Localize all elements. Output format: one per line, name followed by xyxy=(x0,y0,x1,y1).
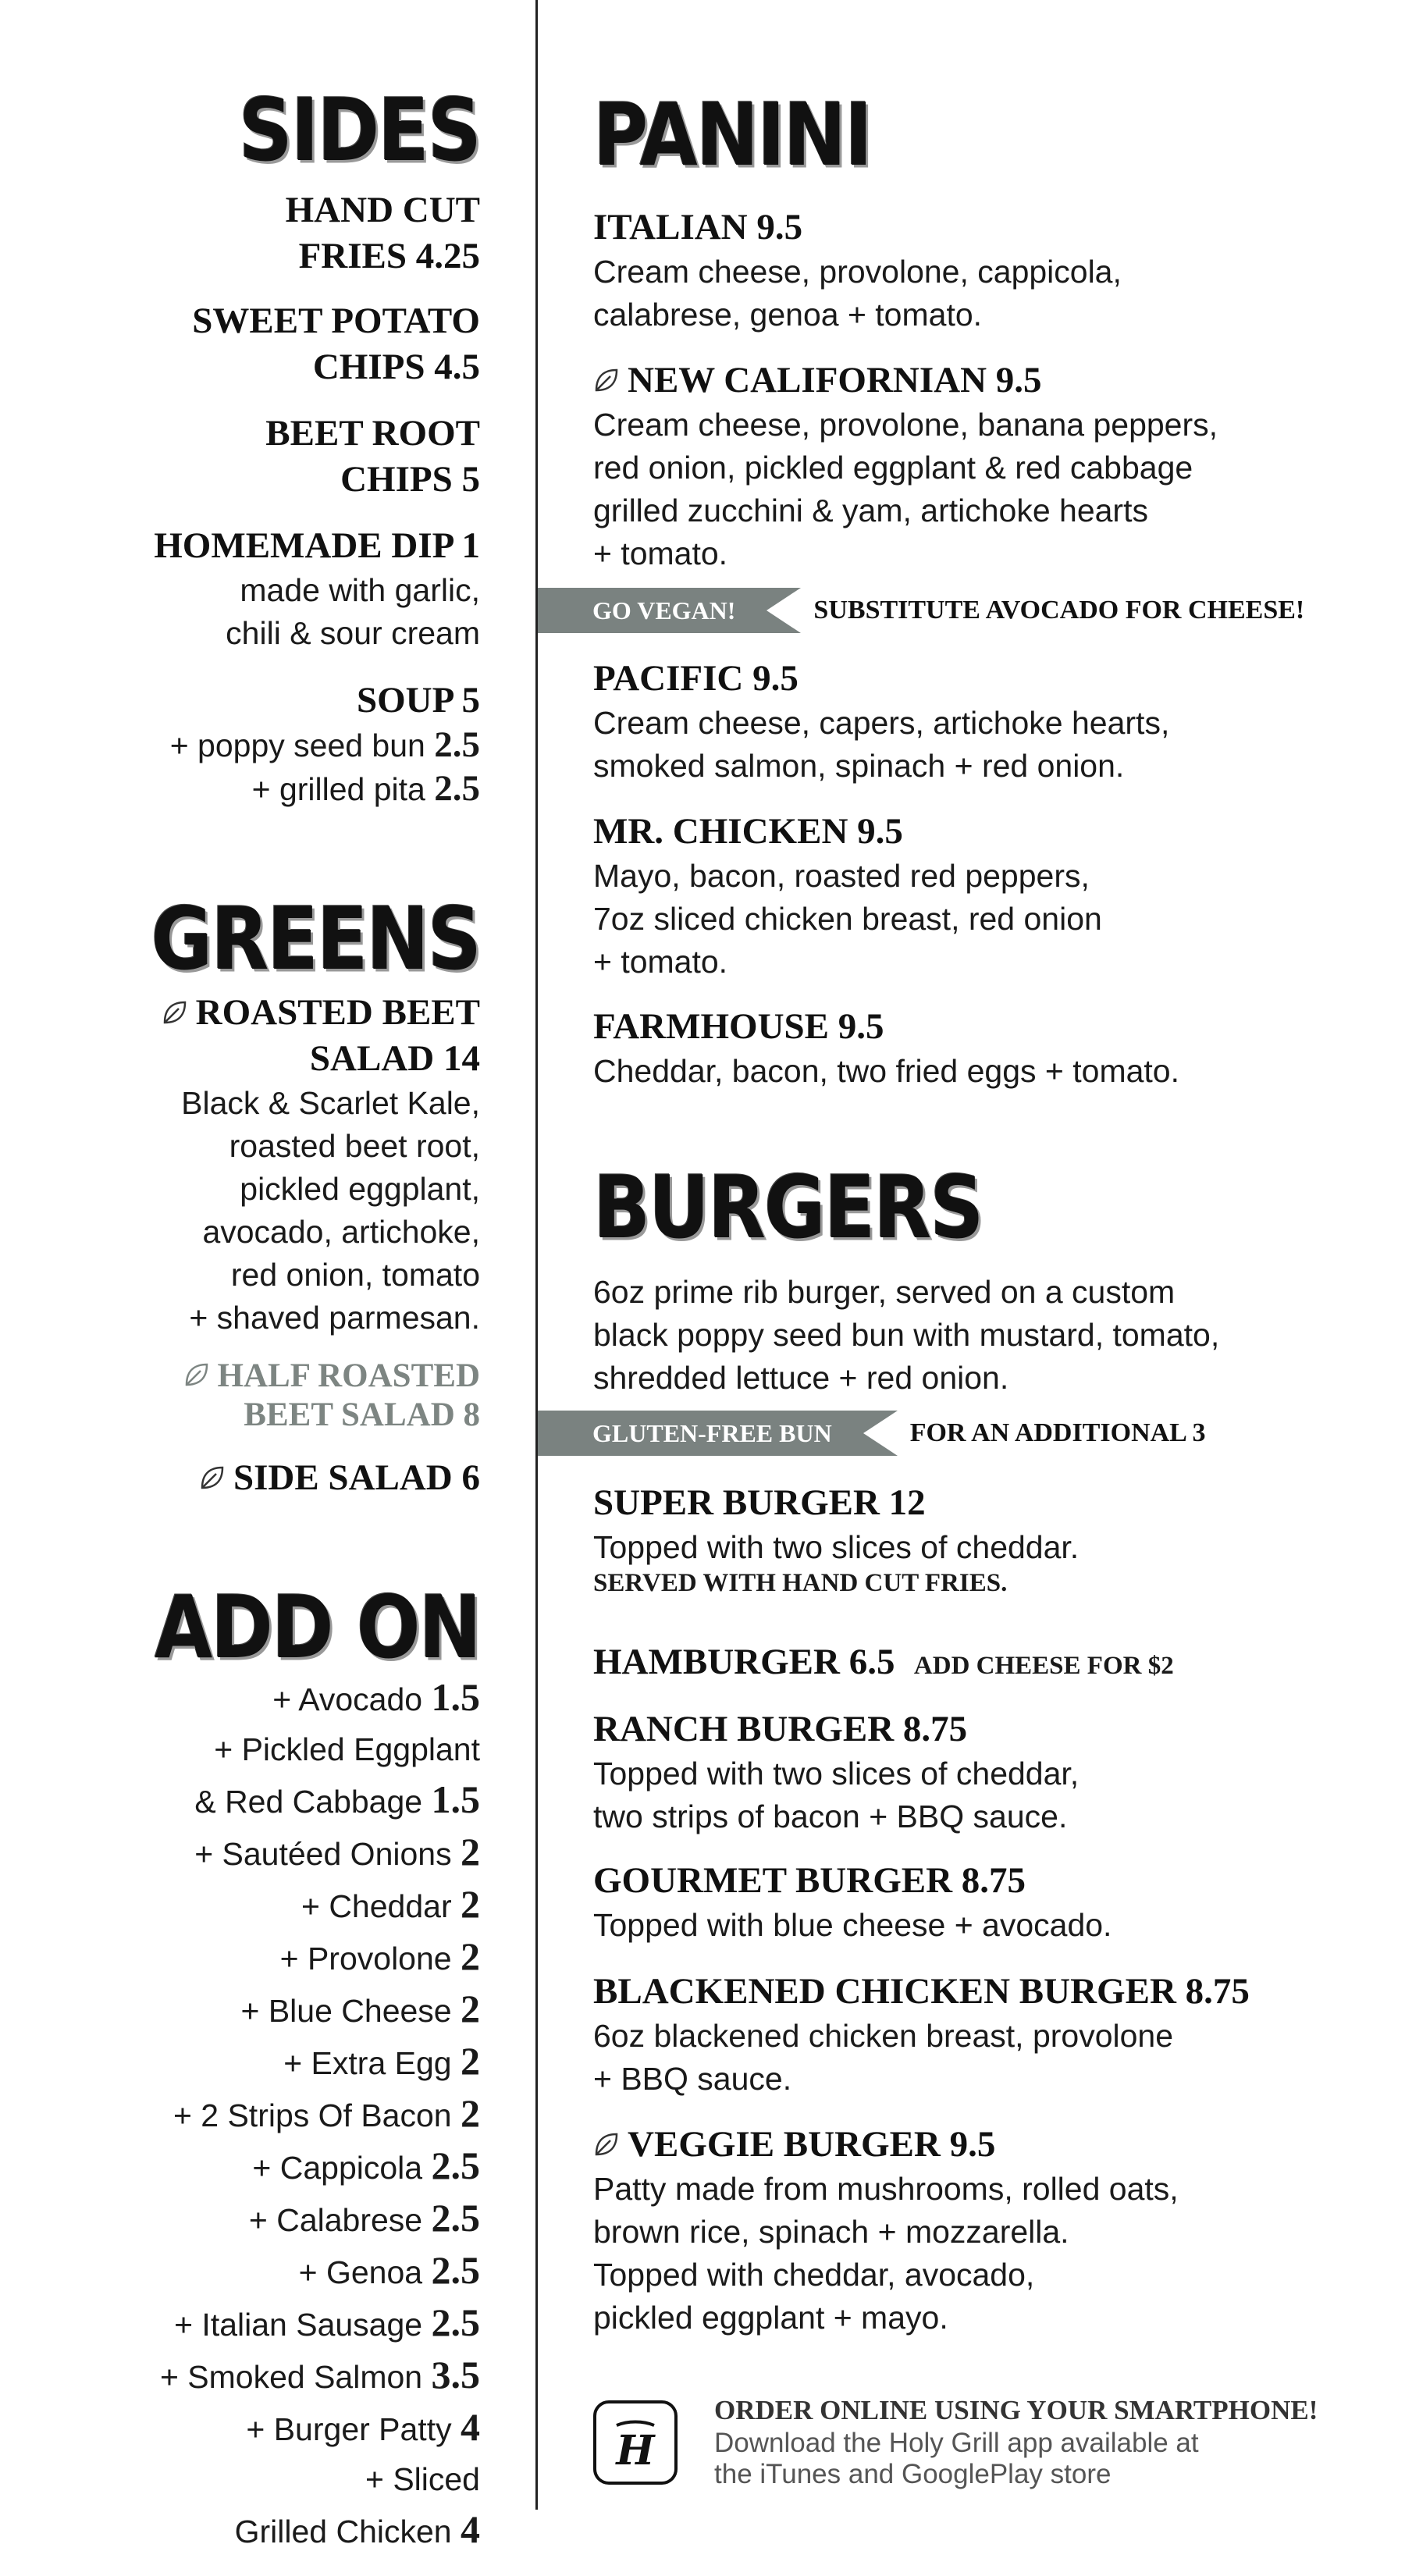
app-logo-icon xyxy=(604,2411,667,2474)
addon-item: + Sliced xyxy=(365,2461,480,2497)
vegan-banner: GO VEGAN! SUBSTITUTE AVOCADO FOR CHEESE! xyxy=(538,588,1304,633)
svg-text:H: H xyxy=(616,2427,655,2474)
addon-item: + Blue Cheese 2 xyxy=(240,1987,480,2030)
addon-item: + 2 Strips Of Bacon 2 xyxy=(173,2091,480,2135)
addon-item: & Red Cabbage 1.5 xyxy=(194,1777,480,1821)
footer-line-2: the iTunes and GooglePlay store xyxy=(714,2459,1112,2489)
menu-item-californian: NEW CALIFORNIAN 9.5 Cream cheese, provolone, banana peppers, red onion, pickled eggplant & red cabbage grilled zucchini & yam, artichoke hearts + tomato. xyxy=(593,360,1218,571)
menu-item-italian: ITALIAN 9.5 Cream cheese, provolone, cappicola, calabrese, genoa + tomato. xyxy=(593,207,1122,333)
menu-item-side-salad: SIDE SALAD 6 xyxy=(31,1455,480,1501)
menu-item-beet-chips: BEET ROOT CHIPS 5 xyxy=(265,413,480,500)
addon-item: + Pickled Eggplant xyxy=(214,1731,480,1767)
menu-item-sweet-potato: SWEET POTATO CHIPS 4.5 xyxy=(192,301,480,387)
addon-item: + Cappicola 2.5 xyxy=(252,2144,480,2187)
addon-item: + Genoa 2.5 xyxy=(298,2248,480,2292)
leaf-icon xyxy=(593,359,620,386)
sides-title: SIDES xyxy=(238,80,480,181)
menu-item-fries: HAND CUT FRIES 4.25 xyxy=(285,190,480,276)
menu-item-pacific: PACIFIC 9.5 Cream cheese, capers, artichoke hearts, smoked salmon, spinach + red onion. xyxy=(593,658,1170,784)
leaf-icon xyxy=(593,2123,620,2150)
footer-line-1: Download the Holy Grill app available at xyxy=(714,2428,1199,2458)
holy-grill-app-icon[interactable] xyxy=(593,2400,678,2485)
menu-item-ranch-burger: RANCH BURGER 8.75 Topped with two slices of cheddar, two strips of bacon + BBQ sauce. xyxy=(593,1709,1080,1834)
menu-item-beet-salad: ROASTED BEET SALAD 14 Black & Scarlet Kale, roasted beet root, pickled eggplant, avocado, artichoke, red onion, tomato + shaved parmesan. xyxy=(31,990,480,1340)
menu-item-gourmet-burger: GOURMET BURGER 8.75 Topped with blue cheese + avocado. xyxy=(593,1860,1112,1943)
greens-title: GREENS xyxy=(151,888,480,990)
addon-item: + Calabrese 2.5 xyxy=(248,2196,480,2240)
gluten-free-banner: GLUTEN-FREE BUN FOR AN ADDITIONAL 3 xyxy=(538,1411,1205,1456)
menu-item-hamburger: HAMBURGER 6.5 ADD CHEESE FOR $2 xyxy=(593,1642,1174,1682)
addon-item: + Sautéed Onions 2 xyxy=(194,1830,480,1873)
menu-item-mr-chicken: MR. CHICKEN 9.5 Mayo, bacon, roasted red peppers, 7oz sliced chicken breast, red onion + tomato. xyxy=(593,811,1102,980)
menu-item-soup: SOUP 5 + poppy seed bun 2.5 + grilled pita 2.5 xyxy=(169,680,480,809)
leaf-icon xyxy=(183,1358,210,1385)
addon-item: + Smoked Salmon 3.5 xyxy=(159,2353,480,2396)
addon-item: + Cheddar 2 xyxy=(301,1882,480,1926)
leaf-icon xyxy=(162,991,188,1018)
addon-list xyxy=(31,1672,480,2556)
menu-item-farmhouse: FARMHOUSE 9.5 Cheddar, bacon, two fried eggs + tomato. xyxy=(593,1006,1179,1089)
addon-item: + Italian Sausage 2.5 xyxy=(174,2300,480,2344)
column-divider xyxy=(535,0,538,2510)
addon-item: + Provolone 2 xyxy=(279,1934,480,1978)
menu-item-half-salad: HALF ROASTED BEET SALAD 8 xyxy=(31,1357,480,1435)
burgers-intro: 6oz prime rib burger, served on a custom black poppy seed bun with mustard, tomato, shredded lettuce + red onion. xyxy=(593,1274,1220,1396)
menu-item-dip: HOMEMADE DIP 1 made with garlic, chili & sour cream xyxy=(154,525,480,651)
footer-app-promo xyxy=(593,2389,1374,2506)
menu-item-super-burger: SUPER BURGER 12 Topped with two slices of cheddar. SERVED WITH HAND CUT FRIES. xyxy=(593,1482,1080,1597)
addon-item: Grilled Chicken 4 xyxy=(234,2507,480,2551)
addon-item: + Avocado 1.5 xyxy=(272,1675,480,1719)
addon-item: + Extra Egg 2 xyxy=(283,2039,480,2083)
footer-title: ORDER ONLINE USING YOUR SMARTPHONE! xyxy=(714,2395,1318,2425)
menu-item-blackened-chicken: BLACKENED CHICKEN BURGER 8.75 6oz blackened chicken breast, provolone + BBQ sauce. xyxy=(593,1971,1250,2097)
menu-item-veggie-burger: VEGGIE BURGER 9.5 Patty made from mushrooms, rolled oats, brown rice, spinach + mozzarella. Topped with cheddar, avocado, pickled eggplant + mayo. xyxy=(593,2124,1179,2336)
leaf-icon xyxy=(199,1457,226,1483)
burgers-title: BURGERS xyxy=(593,1157,983,1258)
addon-item: + Burger Patty 4 xyxy=(246,2405,480,2449)
panini-title: PANINI xyxy=(593,84,871,186)
addon-title: ADD ON xyxy=(154,1577,480,1678)
